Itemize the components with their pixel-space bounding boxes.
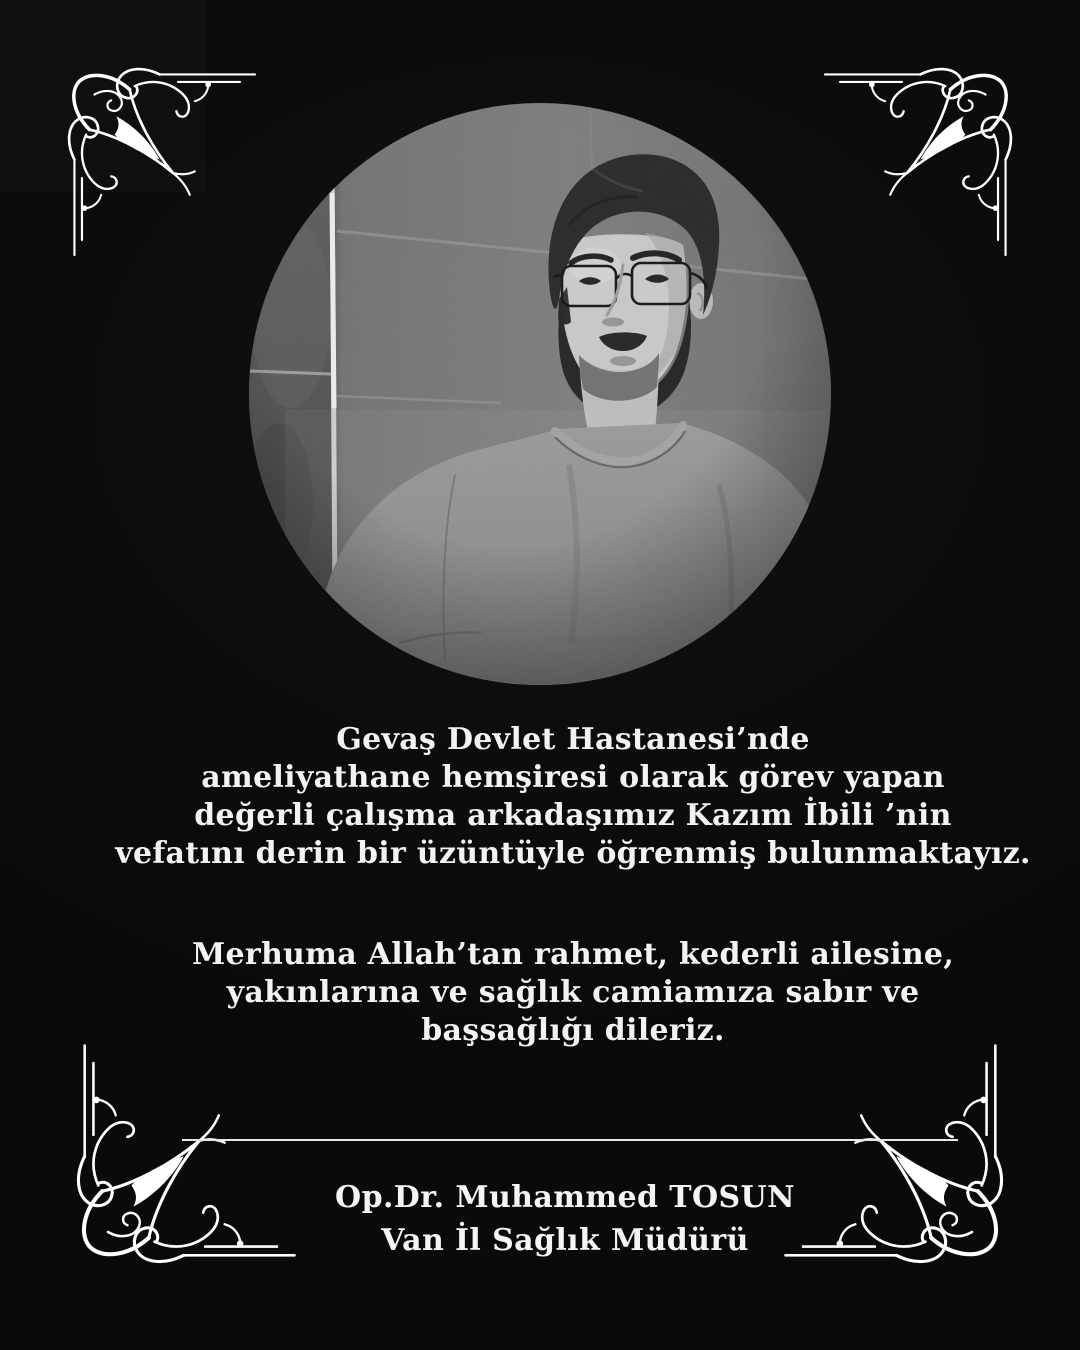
memorial-line: Gevaş Devlet Hastanesi’nde xyxy=(336,722,810,757)
memorial-line: değerli çalışma arkadaşımız Kazım İbili ’nin xyxy=(194,798,952,833)
portrait-photo xyxy=(249,103,831,685)
signature-divider xyxy=(182,1139,958,1141)
signature-name: Op.Dr. Muhammed TOSUN xyxy=(335,1180,795,1215)
memorial-line: yakınlarına ve sağlık camiamıza sabır ve xyxy=(226,975,920,1010)
corner-flourish-top-left-icon xyxy=(36,36,270,270)
memorial-paragraph-2 xyxy=(33,936,1080,1050)
memorial-line: vefatını derin bir üzüntüyle öğrenmiş bulunmaktayız. xyxy=(115,836,1031,871)
memorial-paragraph-1 xyxy=(33,721,1080,873)
memorial-line: Merhuma Allah’tan rahmet, kederli ailesine, xyxy=(191,937,955,972)
memorial-line: ameliyathane hemşiresi olarak görev yapan xyxy=(201,760,945,795)
signature-block xyxy=(25,1176,1080,1262)
corner-flourish-top-right-icon xyxy=(810,36,1044,270)
memorial-line: başsağlığı dileriz. xyxy=(421,1013,725,1048)
signature-title: Van İl Sağlık Müdürü xyxy=(381,1223,749,1258)
